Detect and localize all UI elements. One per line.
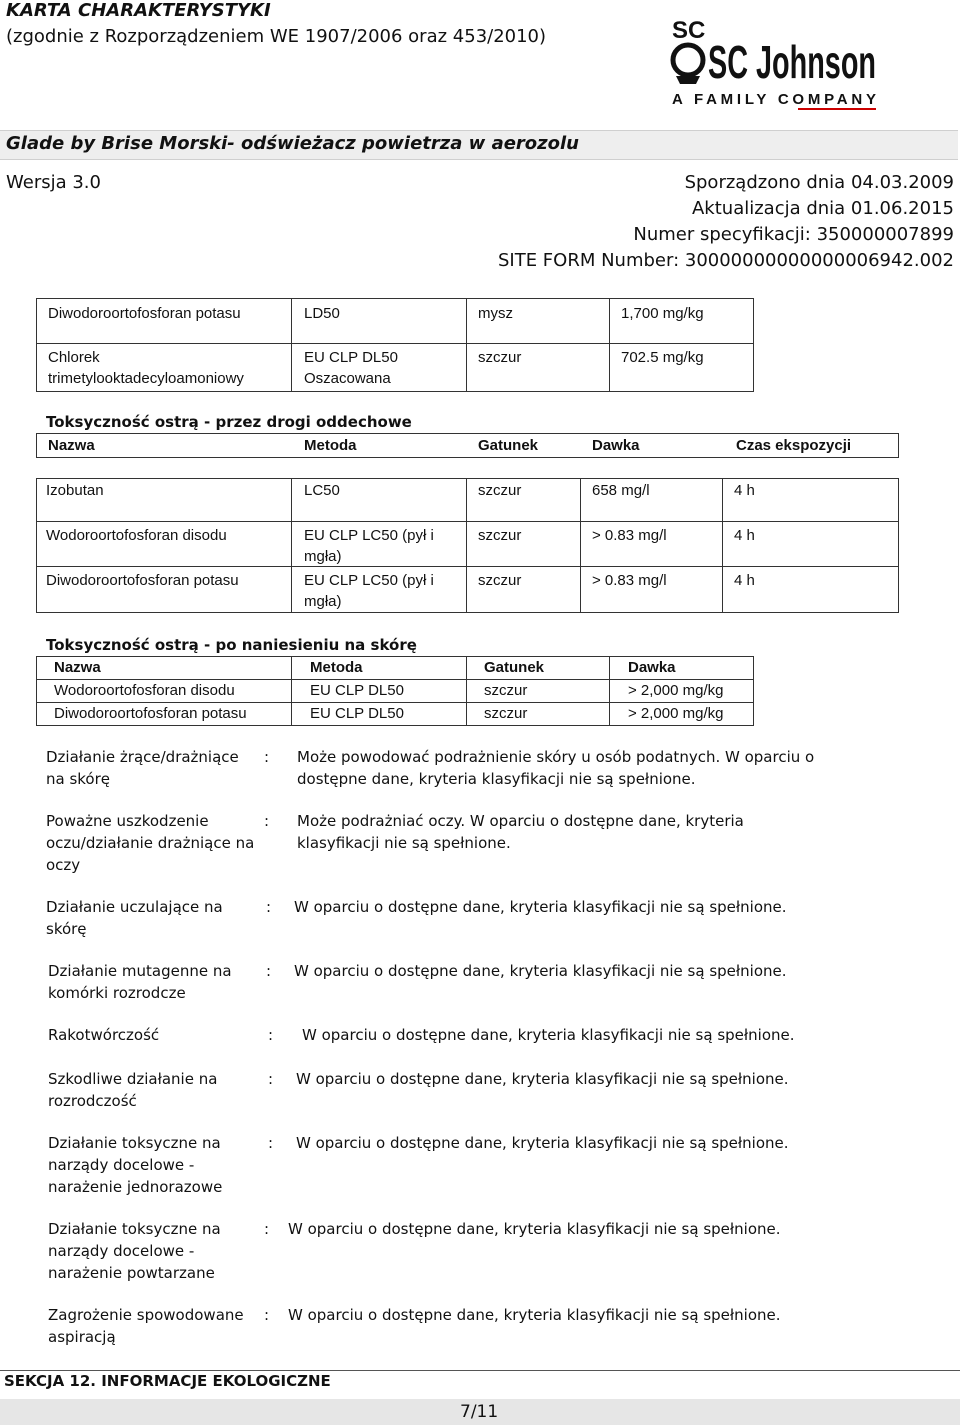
next-section-title: SEKCJA 12. INFORMACJE EKOLOGICZNE — [4, 1372, 331, 1390]
property-value: W oparciu o dostępne dane, kryteria klasyfikacji nie są spełnione. — [296, 1070, 789, 1088]
property-colon: : — [268, 1134, 274, 1152]
table-cell-name: Chlorek trimetylooktadecyloamoniowy — [48, 349, 244, 387]
table-cell-species: szczur — [478, 572, 522, 589]
table-cell-dose: > 0.83 mg/l — [592, 527, 667, 544]
document-title: KARTA CHARAKTERYSTYKI — [6, 0, 271, 21]
table-cell-species: szczur — [478, 482, 522, 499]
spec-number: Numer specyfikacji: 350000007899 — [633, 224, 954, 245]
logo-tagline-text: A FAMILY COMPANY — [672, 91, 876, 108]
property-value: Może powodować podrażnienie skóry u osób podatnych. W oparciu o dostępne dane, kryteria klasyfikacji nie są spełnione. — [297, 748, 815, 788]
table-cell-dose: > 0.83 mg/l — [592, 572, 667, 589]
table-cell-dose: 1,700 mg/kg — [621, 305, 704, 322]
property-colon: : — [266, 898, 272, 916]
dermal-section-title: Toksyczność ostrą - po naniesieniu na skórę — [46, 636, 417, 654]
table-cell-dose: > 2,000 mg/kg — [628, 682, 724, 699]
header-name: Nazwa — [48, 437, 95, 454]
property-colon: : — [264, 748, 270, 766]
table-cell-dose: 702.5 mg/kg — [621, 349, 704, 366]
table-cell-dose: 658 mg/l — [592, 482, 650, 499]
table-cell-name: Diwodoroortofosforan potasu — [46, 572, 239, 589]
table-cell-name: Wodoroortofosforan disodu — [46, 527, 227, 544]
property-colon: : — [268, 1070, 274, 1088]
table-cell-species: szczur — [484, 705, 528, 722]
table-cell-method: EU CLP LC50 (pył i mgła) — [304, 527, 434, 565]
property-value: W oparciu o dostępne dane, kryteria klasyfikacji nie są spełnione. — [302, 1026, 795, 1044]
property-value: W oparciu o dostępne dane, kryteria klasyfikacji nie są spełnione. — [288, 1306, 781, 1324]
property-colon: : — [264, 1306, 270, 1324]
table-cell-name: Wodoroortofosforan disodu — [54, 682, 235, 699]
property-label: Szkodliwe działanie na rozrodczość — [48, 1070, 218, 1110]
table-cell-time: 4 h — [734, 482, 755, 499]
header-dose: Dawka — [628, 659, 676, 676]
property-colon: : — [268, 1026, 274, 1044]
property-label: Zagrożenie spowodowane aspiracją — [48, 1306, 244, 1346]
table-cell-time: 4 h — [734, 527, 755, 544]
property-label: Działanie toksyczne na narządy docelowe - narażenie powtarzane — [48, 1220, 221, 1282]
table-cell-method: EU CLP DL50 Oszacowana — [304, 349, 398, 387]
table-cell-method: LC50 — [304, 482, 340, 499]
property-colon: : — [266, 962, 272, 980]
property-label: Działanie toksyczne na narządy docelowe - narażenie jednorazowe — [48, 1134, 223, 1196]
header-method: Metoda — [304, 437, 357, 454]
header-method: Metoda — [310, 659, 363, 676]
property-value: W oparciu o dostępne dane, kryteria klasyfikacji nie są spełnione. — [296, 1134, 789, 1152]
property-value: Może podrażniać oczy. W oparciu o dostępne dane, kryteria klasyfikacji nie są spełnione. — [297, 812, 744, 852]
table-cell-species: szczur — [484, 682, 528, 699]
table-cell-species: szczur — [478, 527, 522, 544]
footer-divider — [0, 1370, 960, 1371]
version-label: Wersja 3.0 — [6, 172, 101, 193]
updated-date: Aktualizacja dnia 01.06.2015 — [691, 198, 954, 219]
logo-brand-text: SC Johnson — [708, 36, 876, 88]
header-dose: Dawka — [592, 437, 640, 454]
property-label: Rakotwórczość — [48, 1026, 160, 1044]
logo-sc-text: SC — [672, 17, 706, 44]
regulation-subtitle: (zgodnie z Rozporządzeniem WE 1907/2006 oraz 453/2010) — [6, 26, 547, 47]
property-label: Działanie mutagenne na komórki rozrodcze — [48, 962, 232, 1002]
table-cell-time: 4 h — [734, 572, 755, 589]
header-species: Gatunek — [478, 437, 539, 454]
property-label: Poważne uszkodzenie oczu/działanie drażniące na oczy — [46, 812, 255, 874]
inhalation-section-title: Toksyczność ostrą - przez drogi oddechowe — [46, 413, 412, 431]
site-form-number: SITE FORM Number: 30000000000000006942.002 — [497, 250, 954, 271]
header-species: Gatunek — [484, 659, 545, 676]
table-cell-dose: > 2,000 mg/kg — [628, 705, 724, 722]
sc-johnson-logo — [668, 8, 880, 116]
property-value: W oparciu o dostępne dane, kryteria klasyfikacji nie są spełnione. — [288, 1220, 781, 1238]
property-label: Działanie uczulające na skórę — [46, 898, 223, 938]
table-cell-name: Izobutan — [46, 482, 104, 499]
property-label: Działanie żrące/drażniące na skórę — [46, 748, 239, 788]
table-cell-method: EU CLP DL50 — [310, 705, 404, 722]
product-name: Glade by Brise Morski- odświeżacz powietrza w aerozolu — [6, 133, 579, 154]
page-number: 7/11 — [460, 1402, 499, 1422]
table-cell-species: szczur — [478, 349, 522, 366]
prepared-date: Sporządzono dnia 04.03.2009 — [684, 172, 954, 193]
property-value: W oparciu o dostępne dane, kryteria klasyfikacji nie są spełnione. — [294, 962, 787, 980]
table-cell-name: Diwodoroortofosforan potasu — [48, 305, 241, 322]
property-value: W oparciu o dostępne dane, kryteria klasyfikacji nie są spełnione. — [294, 898, 787, 916]
header-exposure-time: Czas ekspozycji — [736, 437, 852, 454]
table-cell-species: mysz — [478, 305, 513, 322]
property-colon: : — [264, 812, 270, 830]
table-cell-method: EU CLP LC50 (pył i mgła) — [304, 572, 434, 610]
property-colon: : — [264, 1220, 270, 1238]
table-cell-method: EU CLP DL50 — [310, 682, 404, 699]
table-cell-name: Diwodoroortofosforan potasu — [54, 705, 247, 722]
table-cell-method: LD50 — [304, 305, 340, 322]
header-name: Nazwa — [54, 659, 101, 676]
